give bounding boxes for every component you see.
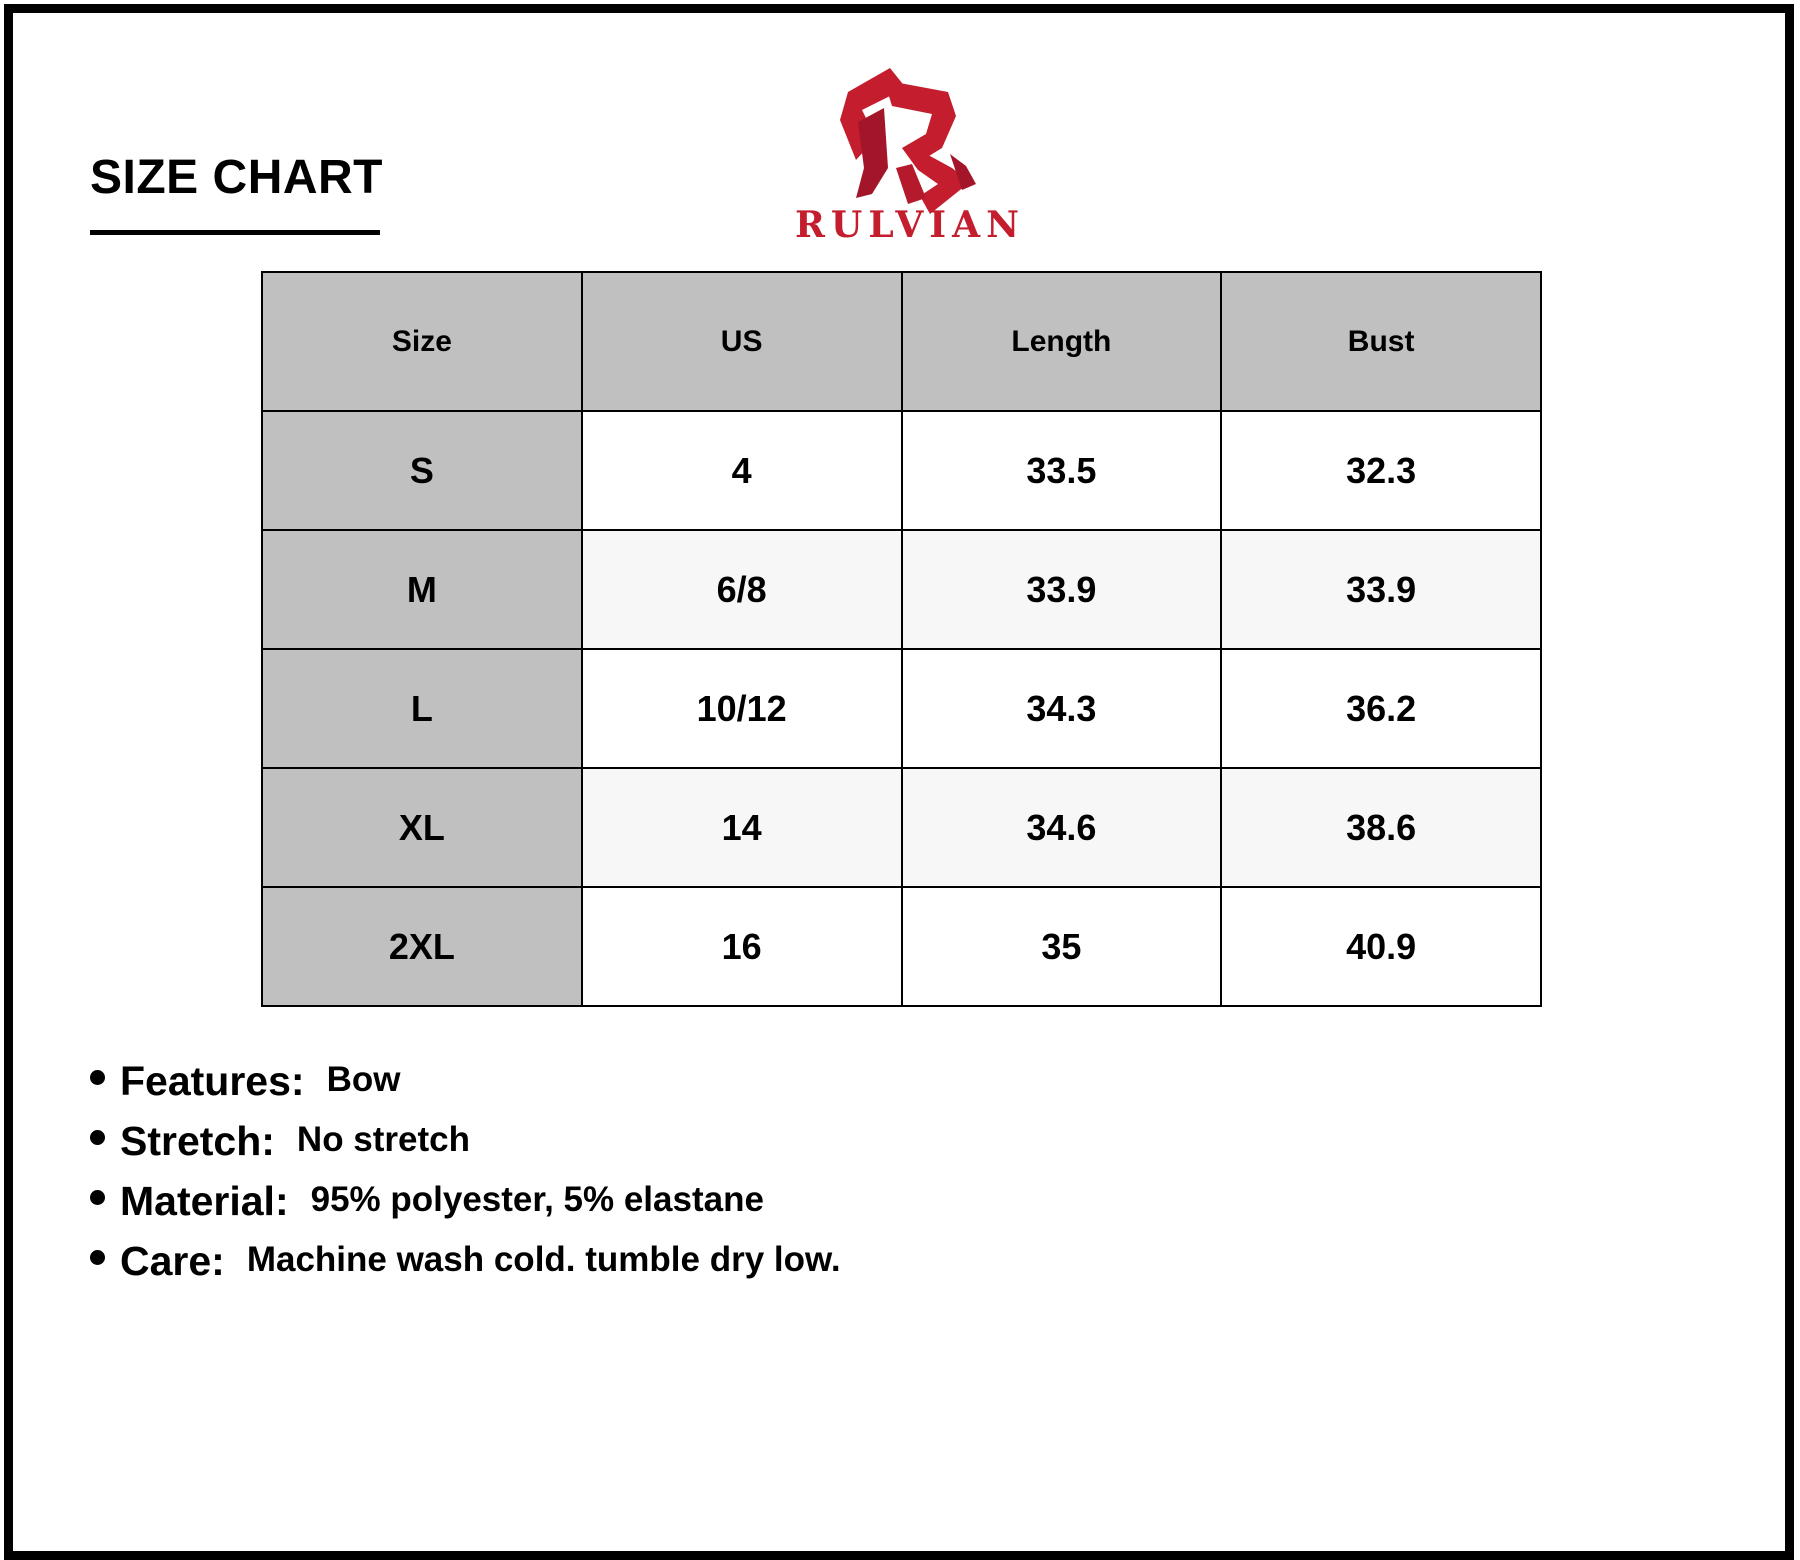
us-cell: 16 — [582, 887, 902, 1006]
bullet-icon — [90, 1250, 105, 1265]
size-cell: XL — [262, 768, 582, 887]
length-cell: 34.6 — [902, 768, 1222, 887]
spec-value: Machine wash cold. tumble dry low. — [246, 1240, 841, 1279]
us-cell: 14 — [582, 768, 902, 887]
us-cell: 6/8 — [582, 530, 902, 649]
spec-item-features — [90, 1058, 1590, 1118]
title-underline — [90, 230, 380, 235]
spec-value: No stretch — [296, 1120, 471, 1159]
spec-value: Bow — [326, 1060, 401, 1099]
size-cell: 2XL — [262, 887, 582, 1006]
table-row — [262, 530, 1541, 649]
spec-label: Stretch: — [120, 1118, 275, 1164]
us-cell: 4 — [582, 411, 902, 530]
spec-item-material — [90, 1178, 1590, 1238]
page-title: SIZE CHART — [90, 151, 383, 204]
spec-label: Care: — [120, 1238, 225, 1284]
spec-label: Features: — [120, 1058, 305, 1104]
product-specs-list — [90, 1058, 1590, 1298]
table-row — [262, 887, 1541, 1006]
spec-item-care — [90, 1238, 1590, 1298]
bust-cell: 38.6 — [1221, 768, 1541, 887]
size-cell: S — [262, 411, 582, 530]
size-chart-table — [261, 271, 1542, 1007]
bust-cell: 40.9 — [1221, 887, 1541, 1006]
table-row — [262, 768, 1541, 887]
length-cell: 33.9 — [902, 530, 1222, 649]
column-header-us: US — [582, 272, 902, 411]
us-cell: 10/12 — [582, 649, 902, 768]
spec-item-stretch — [90, 1118, 1590, 1178]
column-header-bust: Bust — [1221, 272, 1541, 411]
bullet-icon — [90, 1190, 105, 1205]
table-row — [262, 649, 1541, 768]
length-cell: 34.3 — [902, 649, 1222, 768]
spec-label: Material: — [120, 1178, 289, 1224]
spec-value: 95% polyester, 5% elastane — [310, 1180, 764, 1219]
length-cell: 33.5 — [902, 411, 1222, 530]
column-header-length: Length — [902, 272, 1222, 411]
bust-cell: 32.3 — [1221, 411, 1541, 530]
size-cell: L — [262, 649, 582, 768]
bust-cell: 33.9 — [1221, 530, 1541, 649]
bullet-icon — [90, 1070, 105, 1085]
table-row — [262, 411, 1541, 530]
length-cell: 35 — [902, 887, 1222, 1006]
brand-name: RULVIAN — [795, 204, 1025, 246]
column-header-size: Size — [262, 272, 582, 411]
bullet-icon — [90, 1130, 105, 1145]
bust-cell: 36.2 — [1221, 649, 1541, 768]
size-cell: M — [262, 530, 582, 649]
table-header-row — [262, 272, 1541, 411]
